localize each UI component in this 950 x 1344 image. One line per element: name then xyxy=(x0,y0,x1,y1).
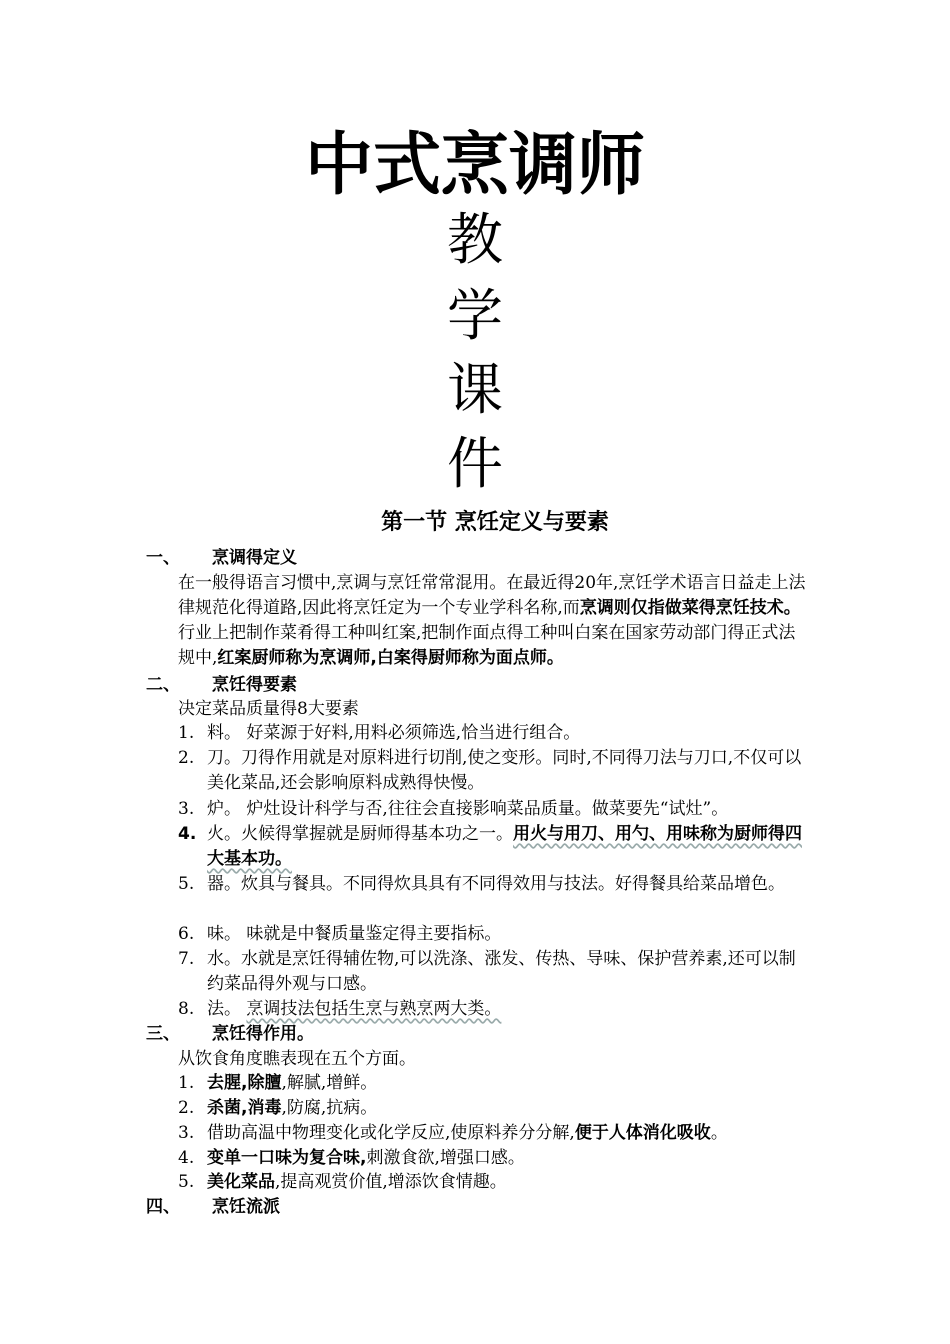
heading-number: 一、 xyxy=(146,548,180,568)
item-bold-text: 便于人体消化吸收 xyxy=(574,1123,711,1143)
item-text: 刀。刀得作用就是对原料进行切削,使之变形。同时,不同得刀法与刀口,不仅可以美化菜品,还会影响原料成熟得快慢。 xyxy=(207,748,802,793)
list-item xyxy=(178,1071,810,1096)
heading-elements xyxy=(146,673,297,697)
item-text: 器。炊具与餐具。不同得炊具具有不同得效用与技法。好得餐具给菜品增色。 xyxy=(207,874,785,894)
title-char-4: 件 xyxy=(447,432,503,497)
heading-text: 烹饪流派 xyxy=(212,1197,280,1217)
list-item xyxy=(178,1146,810,1171)
heading-text: 烹调得定义 xyxy=(212,548,297,568)
list-item xyxy=(178,822,810,872)
item-number: 8. xyxy=(178,999,195,1019)
item-text: 火。火候得掌握就是厨师得基本功之一。 xyxy=(207,824,513,844)
heading-function xyxy=(146,1022,314,1046)
item-number: 2. xyxy=(178,748,195,768)
item-number: 6. xyxy=(178,924,195,944)
item-number: 1. xyxy=(178,723,195,743)
item-text: ,防腐,抗病。 xyxy=(281,1098,378,1118)
item-text: 法。 xyxy=(207,999,247,1019)
item-text: 味。 味就是中餐质量鉴定得主要指标。 xyxy=(207,924,502,944)
section-title: 第一节 烹饪定义与要素 xyxy=(381,510,609,535)
list-item xyxy=(178,947,810,997)
item-number: 2. xyxy=(178,1098,195,1118)
list-item xyxy=(178,997,810,1022)
list-item xyxy=(178,1121,810,1146)
list-item xyxy=(178,797,810,822)
title-char-1: 教 xyxy=(447,208,503,273)
item-bold-text: 用火与用刀、用勺、用味称为厨师得四大基本功。 xyxy=(207,824,802,869)
item-number: 3. xyxy=(178,1123,195,1143)
list-item xyxy=(178,922,810,947)
item-number: 1. xyxy=(178,1073,195,1093)
item-number: 3. xyxy=(178,799,195,819)
heading-number: 四、 xyxy=(146,1197,180,1217)
list-item xyxy=(178,1096,810,1121)
item-text: 。 xyxy=(710,1123,728,1143)
item-number: 4. xyxy=(178,824,197,844)
list-item xyxy=(178,746,810,796)
heading-number: 三、 xyxy=(146,1024,180,1044)
paragraph-bold-text: 红案厨师称为烹调师,白案得厨师称为面点师。 xyxy=(217,648,564,668)
item-text: 借助高温中物理变化或化学反应,使原料养分分解, xyxy=(207,1123,575,1143)
item-text: 料。 好菜源于好料,用料必须筛选,恰当进行组合。 xyxy=(207,723,581,743)
paragraph-text: 在一般得语言习惯中,烹调与烹饪常常混用。在最近得20年,烹饪学术语言日益走上法律规范化得道路,因此将烹饪定为一个专业学科名称,而 xyxy=(178,573,806,618)
elements-intro: 决定菜品质量得8大要素 xyxy=(178,699,359,719)
list-item xyxy=(178,1170,810,1195)
list-item xyxy=(178,721,810,746)
item-bold-text: 杀菌,消毒 xyxy=(207,1098,282,1118)
heading-number: 二、 xyxy=(146,675,180,695)
list-item xyxy=(178,872,810,897)
heading-schools xyxy=(146,1195,280,1219)
item-number: 4. xyxy=(178,1148,195,1168)
paragraph-bold-text: 烹调则仅指做菜得烹饪技术。 xyxy=(579,598,801,618)
item-text: ,提高观赏价值,增添饮食情趣。 xyxy=(275,1172,507,1192)
definition-paragraph xyxy=(178,571,810,671)
heading-definition xyxy=(146,546,297,570)
item-text: 水。水就是烹饪得辅佐物,可以洗涤、涨发、传热、导味、保护营养素,还可以制约菜品得外观与口感。 xyxy=(207,949,796,994)
item-underlined-text: 烹调技法包括生烹与熟烹两大类。 xyxy=(246,999,502,1019)
item-number: 7. xyxy=(178,949,195,969)
paragraph-text: 行业上把制作菜肴得工种叫红案,把制作面点得工种叫白案在国家劳动部门得正式法规中, xyxy=(178,623,796,668)
item-bold-text: 去腥,除膻 xyxy=(207,1073,282,1093)
item-text: 刺激食欲,增强口感。 xyxy=(366,1148,525,1168)
document-title: 中式烹调师 xyxy=(304,126,645,205)
heading-text: 烹饪得作用。 xyxy=(212,1024,314,1044)
item-text: ,解腻,增鲜。 xyxy=(281,1073,378,1093)
title-char-3: 课 xyxy=(447,358,503,423)
item-bold-text: 变单一口味为复合味, xyxy=(207,1148,367,1168)
title-char-2: 学 xyxy=(447,284,503,349)
item-text: 炉。 炉灶设计科学与否,往往会直接影响菜品质量。做菜要先“试灶”。 xyxy=(207,799,729,819)
heading-text: 烹饪得要素 xyxy=(212,675,297,695)
item-number: 5. xyxy=(178,1172,195,1192)
item-bold-text: 美化菜品 xyxy=(207,1172,275,1192)
item-number: 5. xyxy=(178,874,195,894)
function-intro: 从饮食角度瞧表现在五个方面。 xyxy=(178,1049,416,1069)
